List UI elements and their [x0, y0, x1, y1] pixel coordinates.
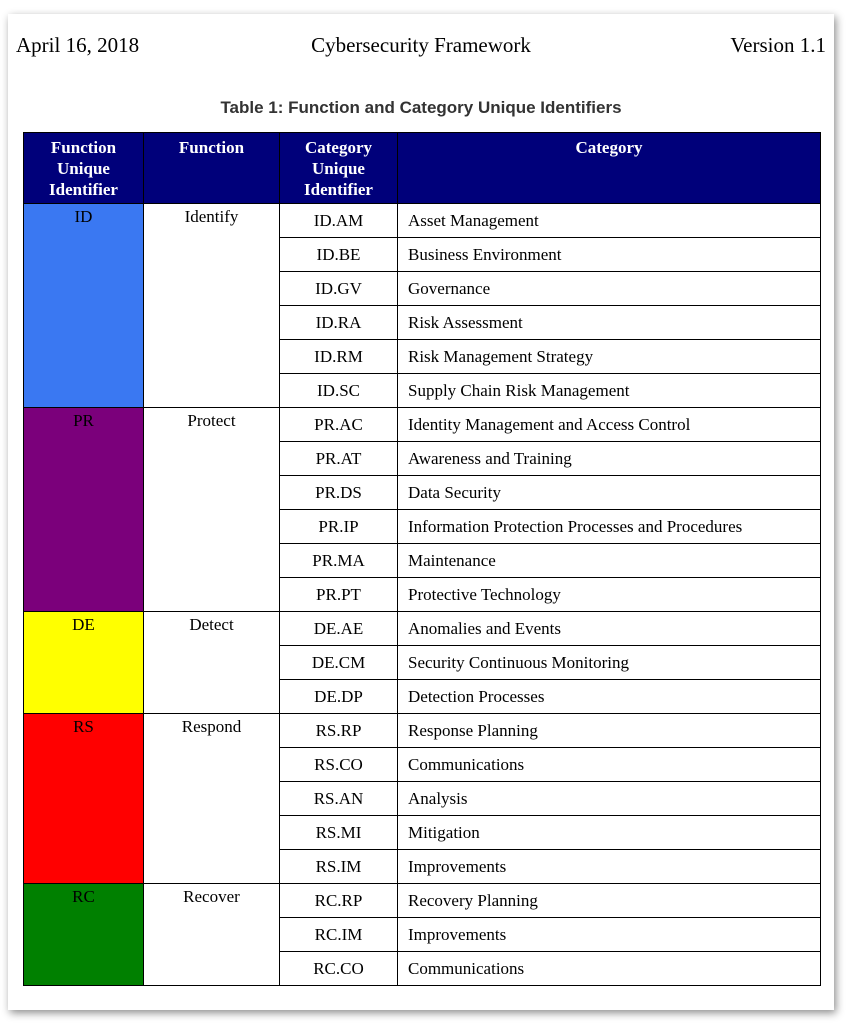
- category-id-cell: PR.PT: [280, 578, 398, 612]
- function-category-table: [23, 132, 821, 986]
- function-id-cell: PR: [24, 408, 144, 612]
- category-name-cell: Awareness and Training: [398, 442, 821, 476]
- category-id-cell: RS.CO: [280, 748, 398, 782]
- table-body: [24, 204, 821, 986]
- category-id-cell: RC.RP: [280, 884, 398, 918]
- category-name-cell: Data Security: [398, 476, 821, 510]
- category-id-cell: RS.AN: [280, 782, 398, 816]
- function-name-cell: Protect: [144, 408, 280, 612]
- table-caption: Table 1: Function and Category Unique Identifiers: [220, 98, 622, 117]
- category-name-cell: Governance: [398, 272, 821, 306]
- category-name-cell: Analysis: [398, 782, 821, 816]
- header-date: April 16, 2018: [16, 33, 140, 57]
- category-id-cell: ID.AM: [280, 204, 398, 238]
- column-header-category-id: Category Unique Identifier: [280, 133, 398, 204]
- header-title: Cybersecurity Framework: [311, 33, 531, 57]
- category-id-cell: PR.DS: [280, 476, 398, 510]
- category-id-cell: RS.IM: [280, 850, 398, 884]
- table-row: [24, 612, 821, 646]
- column-header-function-id: Function Unique Identifier: [24, 133, 144, 204]
- category-name-cell: Supply Chain Risk Management: [398, 374, 821, 408]
- category-name-cell: Asset Management: [398, 204, 821, 238]
- category-name-cell: Improvements: [398, 918, 821, 952]
- category-id-cell: ID.SC: [280, 374, 398, 408]
- category-id-cell: RC.CO: [280, 952, 398, 986]
- page-header: [8, 14, 834, 74]
- column-header-category: Category: [398, 133, 821, 204]
- function-id-cell: ID: [24, 204, 144, 408]
- category-id-cell: RS.RP: [280, 714, 398, 748]
- function-name-cell: Recover: [144, 884, 280, 986]
- category-name-cell: Communications: [398, 748, 821, 782]
- category-id-cell: DE.CM: [280, 646, 398, 680]
- function-name-cell: Identify: [144, 204, 280, 408]
- category-name-cell: Security Continuous Monitoring: [398, 646, 821, 680]
- column-header-function: Function: [144, 133, 280, 204]
- category-id-cell: ID.GV: [280, 272, 398, 306]
- category-name-cell: Business Environment: [398, 238, 821, 272]
- category-id-cell: PR.AC: [280, 408, 398, 442]
- category-name-cell: Improvements: [398, 850, 821, 884]
- category-name-cell: Risk Management Strategy: [398, 340, 821, 374]
- category-id-cell: PR.MA: [280, 544, 398, 578]
- category-name-cell: Protective Technology: [398, 578, 821, 612]
- function-id-cell: RS: [24, 714, 144, 884]
- category-id-cell: ID.RM: [280, 340, 398, 374]
- category-name-cell: Communications: [398, 952, 821, 986]
- category-name-cell: Maintenance: [398, 544, 821, 578]
- function-id-cell: DE: [24, 612, 144, 714]
- category-id-cell: PR.AT: [280, 442, 398, 476]
- category-id-cell: ID.RA: [280, 306, 398, 340]
- category-id-cell: ID.BE: [280, 238, 398, 272]
- document-page: [8, 14, 834, 1010]
- category-name-cell: Risk Assessment: [398, 306, 821, 340]
- category-name-cell: Information Protection Processes and Procedures: [398, 510, 821, 544]
- category-name-cell: Detection Processes: [398, 680, 821, 714]
- table-row: [24, 884, 821, 918]
- table-row: [24, 204, 821, 238]
- table-header-row: [24, 133, 821, 204]
- category-name-cell: Mitigation: [398, 816, 821, 850]
- category-id-cell: RS.MI: [280, 816, 398, 850]
- category-id-cell: DE.AE: [280, 612, 398, 646]
- header-version: Version 1.1: [730, 33, 826, 57]
- function-id-cell: RC: [24, 884, 144, 986]
- category-name-cell: Recovery Planning: [398, 884, 821, 918]
- table-row: [24, 408, 821, 442]
- function-name-cell: Respond: [144, 714, 280, 884]
- table-row: [24, 714, 821, 748]
- category-name-cell: Anomalies and Events: [398, 612, 821, 646]
- function-name-cell: Detect: [144, 612, 280, 714]
- category-id-cell: DE.DP: [280, 680, 398, 714]
- category-id-cell: RC.IM: [280, 918, 398, 952]
- category-id-cell: PR.IP: [280, 510, 398, 544]
- category-name-cell: Identity Management and Access Control: [398, 408, 821, 442]
- category-name-cell: Response Planning: [398, 714, 821, 748]
